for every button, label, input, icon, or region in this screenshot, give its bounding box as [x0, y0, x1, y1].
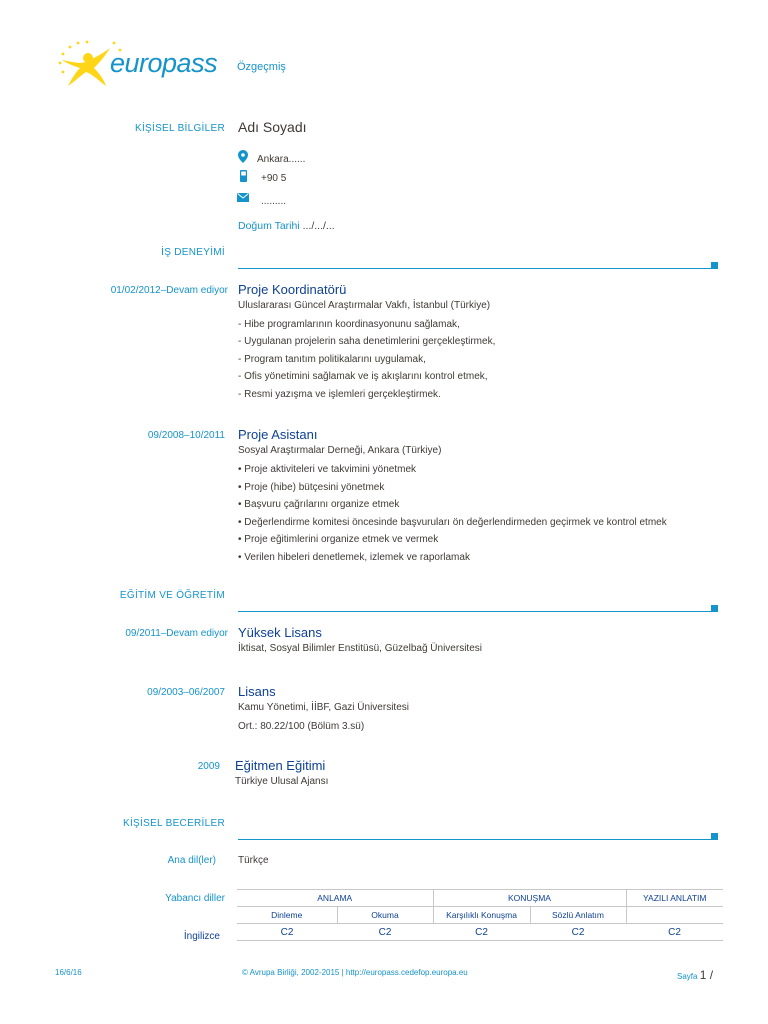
foreign-languages-label: Yabancı diller: [165, 893, 225, 904]
job-dates: 01/02/2012–Devam ediyor: [110, 285, 228, 296]
job-duty: • Proje (hibe) bütçesini yönetmek: [238, 482, 385, 493]
job-duty: • Verilen hibeleri denetlemek, izlemek ve raporlamak: [238, 552, 470, 563]
writing-subheader: [626, 907, 723, 924]
document-title: Özgeçmiş: [237, 61, 286, 73]
job-title: Proje Asistanı: [238, 427, 318, 442]
job-duty: • Başvuru çağrılarını organize etmek: [238, 499, 400, 510]
mother-tongue-value: Türkçe: [238, 855, 269, 866]
footer-copyright[interactable]: © Avrupa Birliği, 2002-2015 | http://europass.cedefop.europa.eu: [242, 968, 468, 977]
job-duty: • Proje eğitimlerini organize etmek ve vermek: [238, 534, 439, 545]
job-duty: • Değerlendirme komitesi öncesinde başvuruları ön değerlendirmeden geçirmek ve kontrol etmek: [238, 517, 667, 528]
spoken-production-level: C2: [530, 924, 626, 941]
experience-label: İŞ DENEYİMİ: [161, 247, 225, 258]
job-duty: - Resmi yazışma ve işlemleri gerçekleştirmek.: [238, 389, 441, 400]
job-duty: • Proje aktiviteleri ve takvimini yönetmek: [238, 464, 417, 475]
location-icon: [238, 150, 248, 163]
reading-level: C2: [337, 924, 433, 941]
education-dates: 09/2011–Devam ediyor: [125, 628, 228, 639]
education-title: Eğitmen Eğitimi: [235, 758, 326, 773]
section-divider: [238, 839, 712, 840]
spoken-production-header: Sözlü Anlatım: [530, 907, 626, 924]
job-duty: - Uygulanan projelerin saha denetimlerini gerçekleştirmek,: [238, 336, 496, 347]
section-divider-marker: [711, 605, 718, 612]
personal-info-label: KİŞİSEL BİLGİLER: [134, 123, 225, 134]
education-institution: İktisat, Sosyal Bilimler Enstitüsü, Güzelbağ Üniversitesi: [238, 643, 482, 654]
email-icon: [237, 193, 249, 202]
education-label: EĞİTİM VE ÖĞRETİM: [119, 590, 225, 601]
section-divider: [238, 268, 712, 269]
mother-tongue-label: Ana dil(ler): [167, 855, 216, 866]
understanding-header: ANLAMA: [237, 890, 433, 907]
education-institution: Türkiye Ulusal Ajansı: [235, 776, 329, 787]
birth-date-label: Doğum Tarihi: [238, 220, 300, 232]
reading-header: Okuma: [337, 907, 433, 924]
section-divider-marker: [711, 262, 718, 269]
section-divider-marker: [711, 833, 718, 840]
job-employer: Sosyal Araştırmalar Derneği, Ankara (Türkiye): [238, 445, 442, 456]
job-dates: 09/2008–10/2011: [147, 430, 225, 441]
job-title: Proje Koordinatörü: [238, 282, 347, 297]
education-gpa: Ort.: 80.22/100 (Bölüm 3.sü): [238, 721, 365, 732]
person-name: Adı Soyadı: [238, 119, 307, 135]
europass-logo: [54, 38, 224, 88]
language-name: İngilizce: [183, 931, 220, 942]
spoken-interaction-header: Karşılıklı Konuşma: [433, 907, 530, 924]
job-employer: Uluslararası Güncel Araştırmalar Vakfı, İstanbul (Türkiye): [238, 300, 491, 311]
education-dates: 2009: [197, 761, 220, 772]
birth-date-value: .../.../...: [302, 220, 335, 232]
education-title: Yüksek Lisans: [238, 625, 322, 640]
listening-header: Dinleme: [237, 907, 337, 924]
writing-level: C2: [626, 924, 723, 941]
job-duty: - Ofis yönetimini sağlamak ve iş akışlarını kontrol etmek,: [238, 371, 488, 382]
address: Ankara......: [257, 154, 306, 165]
mobile-phone-icon: [240, 170, 247, 182]
job-duty: - Hibe programlarının koordinasyonunu sağlamak,: [238, 319, 460, 330]
job-duty: - Program tanıtım politikalarını uygulamak,: [238, 354, 426, 365]
birth-date: [238, 220, 335, 232]
footer-date: 16/6/16: [55, 968, 82, 977]
education-institution: Kamu Yönetimi, İİBF, Gazi Üniversitesi: [238, 702, 409, 713]
listening-level: C2: [237, 924, 337, 941]
page-number: [677, 968, 713, 982]
section-divider: [238, 611, 712, 612]
speaking-header: KONUŞMA: [433, 890, 626, 907]
personal-skills-label: KİŞİSEL BECERİLER: [123, 818, 225, 829]
education-title: Lisans: [238, 684, 276, 699]
phone: +90 5: [261, 173, 287, 184]
education-dates: 09/2003–06/2007: [147, 687, 225, 698]
email[interactable]: .........: [261, 196, 287, 207]
page-number-value: 1 /: [699, 968, 714, 982]
europass-wordmark: europass: [110, 48, 218, 78]
language-skills-table: [237, 889, 723, 941]
spoken-interaction-level: C2: [433, 924, 530, 941]
page-label: Sayfa: [677, 972, 698, 981]
writing-header: YAZILI ANLATIM: [626, 890, 723, 907]
